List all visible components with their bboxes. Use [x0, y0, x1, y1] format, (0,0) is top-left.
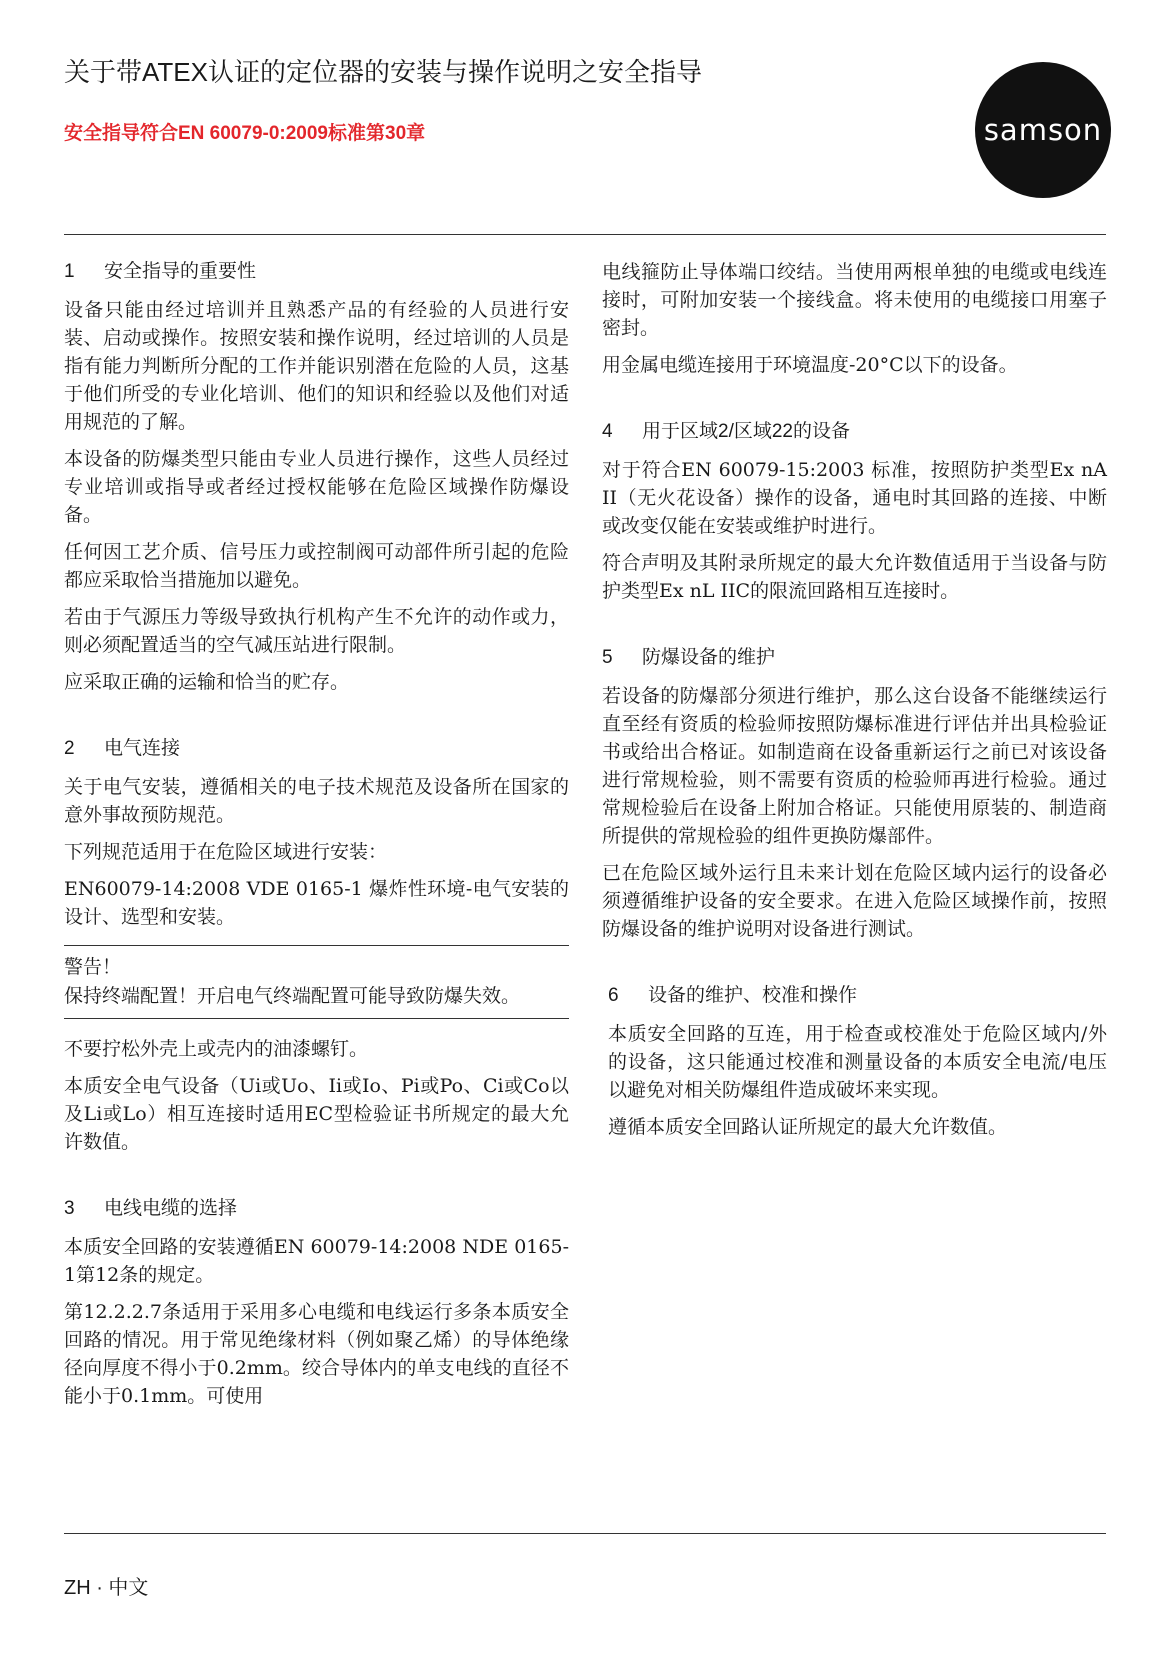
section-4-heading: [602, 418, 1107, 446]
section-6-paragraph: 本质安全回路的互连，用于检查或校准处于危险区域内/外的设备，这只能通过校准和测量设备的本质安全电流/电压以避免对相关防爆组件造成破坏来实现。: [608, 1023, 1107, 1101]
section-3-paragraph: 用金属电缆连接用于环境温度-20°C以下的设备。: [602, 354, 1018, 376]
left-column: [64, 252, 569, 1419]
section-6-block: [602, 982, 1107, 1141]
section-5-paragraph: 若设备的防爆部分须进行维护，那么这台设备不能继续运行直至经有资质的检验师按照防爆标准进行评估并出具检验证书或给出合格证。如制造商在设备重新运行之前已对该设备进行常规检验，则不需要有资质的检验师再进行检验。通过常规检验后在设备上附加合格证。只能使用原装的、制造商所提供的常规检验的组件更换防爆部件。: [602, 685, 1107, 847]
section-1-heading: [64, 258, 569, 286]
section-3-number: 3: [64, 1198, 75, 1219]
section-2-number: 2: [64, 738, 75, 759]
section-2-paragraph: 关于电气安装，遵循相关的电子技术规范及设备所在国家的意外事故预防规范。: [64, 776, 569, 826]
section-5-number: 5: [602, 647, 613, 668]
section-4-paragraph: 符合声明及其附录所规定的最大允许数值适用于当设备与防护类型Ex nL IIC的限流回路相互连接时。: [602, 552, 1107, 602]
section-4-title: 用于区域2/区域22的设备: [642, 421, 850, 442]
document-subtitle: 安全指导符合EN 60079-0:2009标准第30章: [64, 123, 426, 144]
warning-box: [64, 945, 569, 1019]
section-2-title: 电气连接: [104, 738, 181, 759]
section-3-paragraph: 第12.2.2.7条适用于采用多心电缆和电线运行多条本质安全回路的情况。用于常见绝缘材料（例如聚乙烯）的导体绝缘径向厚度不得小于0.2mm。绞合导体内的单支电线的直径不能小于0.1mm。可使用: [64, 1301, 569, 1407]
section-6-number: 6: [608, 985, 619, 1006]
page-footer-language: ZH · 中文: [64, 1577, 149, 1599]
section-1-number: 1: [64, 261, 75, 282]
section-1-paragraph: 若由于气源压力等级导致执行机构产生不允许的动作或力，则必须配置适当的空气减压站进行限制。: [64, 606, 569, 656]
section-4-paragraph: 对于符合EN 60079-15:2003 标准，按照防护类型Ex nA II（无火花设备）操作的设备，通电时其回路的连接、中断或改变仅能在安装或维护时进行。: [602, 459, 1107, 537]
section-2-paragraph: 下列规范适用于在危险区域进行安装：: [64, 841, 388, 863]
section-4-number: 4: [602, 421, 613, 442]
section-3-paragraph-continued: 电线箍防止导体端口绞结。当使用两根单独的电缆或电线连接时，可附加安装一个接线盒。将未使用的电缆接口用塞子密封。: [602, 261, 1107, 339]
warning-text: 保持终端配置！开启电气终端配置可能导致防爆失效。: [64, 985, 521, 1007]
section-1-paragraph: 任何因工艺介质、信号压力或控制阀可动部件所引起的危险都应采取恰当措施加以避免。: [64, 541, 569, 591]
section-5-title: 防爆设备的维护: [642, 647, 776, 668]
footer-divider: [64, 1533, 1106, 1534]
warning-title: 警告！: [64, 957, 122, 978]
section-1-paragraph: 设备只能由经过培训并且熟悉产品的有经验的人员进行安装、启动或操作。按照安装和操作说明，经过培训的人员是指有能力判断所分配的工作并能识别潜在危险的人员，这基于他们所受的专业化培训、他们的知识和经验以及他们对适用规范的了解。: [64, 299, 569, 433]
header-divider: [64, 234, 1106, 235]
section-2-paragraph: 不要拧松外壳上或壳内的油漆螺钉。: [64, 1038, 369, 1060]
document-title: 关于带ATEX认证的定位器的安装与操作说明之安全指导: [64, 57, 702, 87]
right-column: [602, 252, 1107, 1150]
section-1-paragraph: 本设备的防爆类型只能由专业人员进行操作，这些人员经过专业培训或指导或者经过授权能够在危险区域操作防爆设备。: [64, 448, 569, 526]
section-6-heading: [608, 982, 1107, 1010]
section-3-paragraph: 本质安全回路的安装遵循EN 60079-14:2008 NDE 0165-1第12条的规定。: [64, 1236, 569, 1286]
section-6-title: 设备的维护、校准和操作: [648, 985, 858, 1006]
section-5-heading: [602, 644, 1107, 672]
section-1-paragraph: 应采取正确的运输和恰当的贮存。: [64, 671, 350, 693]
samson-logo: [975, 62, 1111, 198]
section-3-title: 电线电缆的选择: [104, 1198, 238, 1219]
section-5-paragraph: 已在危险区域外运行且未来计划在危险区域内运行的设备必须遵循维护设备的安全要求。在进入危险区域操作前，按照防爆设备的维护说明对设备进行测试。: [602, 862, 1107, 940]
section-2-paragraph: EN60079-14:2008 VDE 0165-1 爆炸性环境-电气安装的设计、选型和安装。: [64, 878, 569, 928]
section-2-paragraph: 本质安全电气设备（Ui或Uo、Ii或Io、Pi或Po、Ci或Co以及Li或Lo）相互连接时适用EC型检验证书所规定的最大允许数值。: [64, 1075, 569, 1153]
section-1-title: 安全指导的重要性: [104, 261, 257, 282]
section-2-heading: [64, 735, 569, 763]
logo-text: samson: [983, 113, 1103, 147]
section-3-heading: [64, 1195, 569, 1223]
section-6-paragraph: 遵循本质安全回路认证所规定的最大允许数值。: [608, 1116, 1008, 1138]
